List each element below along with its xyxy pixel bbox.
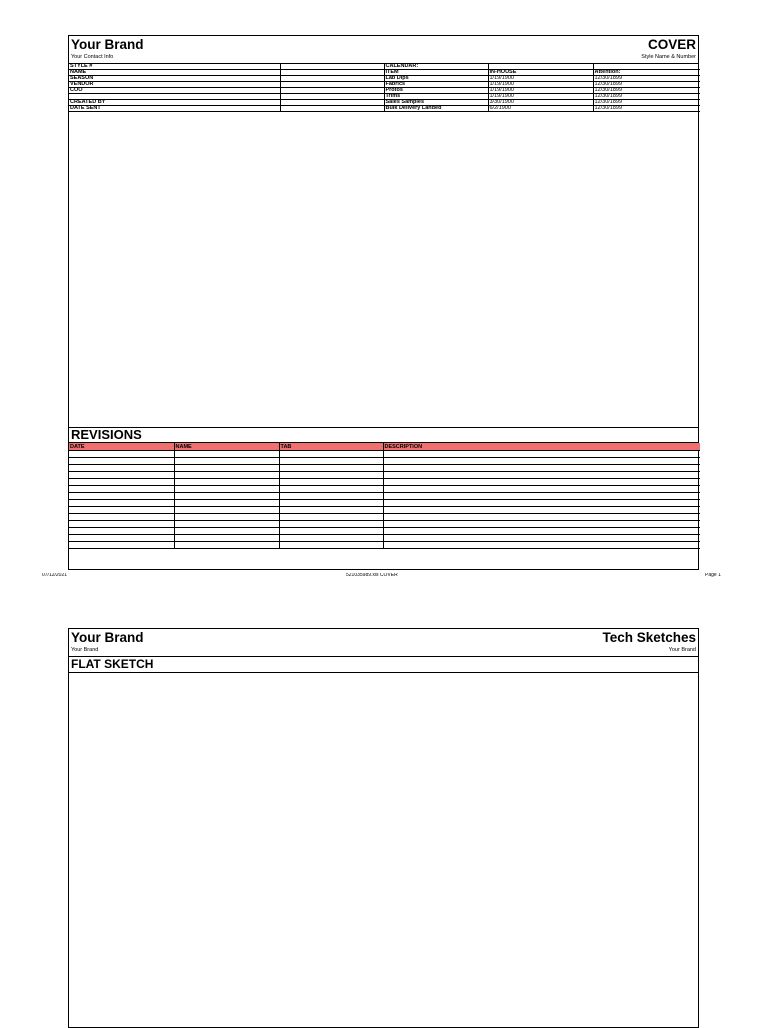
sketch-sub-left: Your Brand [71, 647, 99, 653]
info-row [69, 106, 700, 112]
revision-date-cell [69, 528, 174, 535]
cover-image-area [69, 112, 698, 428]
revision-tab-cell [279, 507, 383, 514]
info-label: CREATED BY [69, 100, 280, 106]
revision-row [69, 507, 700, 514]
calendar-item: Protos [384, 88, 488, 94]
revision-row [69, 451, 700, 458]
calendar-attention-date: 12/30/1899 [593, 88, 700, 94]
style-name-number: Style Name & Number [641, 54, 696, 60]
info-label: SEASON [69, 76, 280, 82]
calendar-item: CALENDAR: [384, 64, 488, 70]
revision-date-cell [69, 465, 174, 472]
revision-description-cell [383, 500, 700, 507]
revision-date-cell [69, 472, 174, 479]
revision-description-cell [383, 507, 700, 514]
calendar-item: Sales Samples [384, 100, 488, 106]
flat-sketch-title: FLAT SKETCH [69, 657, 698, 673]
revision-tab-cell [279, 458, 383, 465]
revision-name-cell [174, 521, 279, 528]
revisions-header-date: DATE [69, 443, 174, 451]
footer-filename: 521035989.xls COVER [346, 573, 398, 577]
revision-row [69, 500, 700, 507]
revision-date-cell [69, 514, 174, 521]
revision-description-cell [383, 493, 700, 500]
sketch-sub-right: Your Brand [668, 647, 696, 653]
revision-row [69, 458, 700, 465]
revision-date-cell [69, 507, 174, 514]
revision-name-cell [174, 479, 279, 486]
calendar-inhouse-date: 1/19/1900 [488, 82, 593, 88]
revision-date-cell [69, 458, 174, 465]
revision-date-cell [69, 493, 174, 500]
calendar-inhouse-date: 6/2/1900 [488, 106, 593, 112]
revision-tab-cell [279, 535, 383, 542]
revision-tab-cell [279, 486, 383, 493]
page-label-cover: COVER [647, 37, 696, 52]
brand-name: Your Brand [71, 37, 144, 52]
revisions-header-name: NAME [174, 443, 279, 451]
footer-date: 07/12/2021 [42, 573, 68, 577]
cover-subtitle-row [69, 55, 698, 64]
revision-date-cell [69, 451, 174, 458]
revision-description-cell [383, 528, 700, 535]
calendar-item: Fabrics [384, 82, 488, 88]
info-label: VENDOR [69, 82, 280, 88]
revision-tab-cell [279, 465, 383, 472]
info-value [280, 106, 384, 112]
revisions-table [69, 443, 700, 549]
revision-description-cell [383, 465, 700, 472]
footer-page-number: Page 1 [705, 573, 721, 577]
revision-name-cell [174, 465, 279, 472]
revision-name-cell [174, 451, 279, 458]
revision-description-cell [383, 451, 700, 458]
calendar-inhouse-date: 1/19/1900 [488, 76, 593, 82]
revision-name-cell [174, 514, 279, 521]
brand-name-page2: Your Brand [71, 630, 144, 645]
revision-tab-cell [279, 542, 383, 549]
calendar-inhouse-date: 1/19/1900 [488, 88, 593, 94]
cover-title-row [69, 36, 698, 55]
revision-name-cell [174, 535, 279, 542]
revision-row [69, 493, 700, 500]
revision-name-cell [174, 500, 279, 507]
revision-description-cell [383, 542, 700, 549]
revision-name-cell [174, 486, 279, 493]
revision-tab-cell [279, 479, 383, 486]
revision-row [69, 514, 700, 521]
revision-row [69, 528, 700, 535]
revision-tab-cell [279, 451, 383, 458]
info-label: STYLE # [69, 64, 280, 70]
style-info-table [69, 64, 700, 112]
calendar-item: Lab Dips [384, 76, 488, 82]
revision-row [69, 535, 700, 542]
sketch-title-row [69, 629, 698, 648]
info-label: DATE SENT [69, 106, 280, 112]
revision-tab-cell [279, 472, 383, 479]
calendar-attention-date: Attention: [593, 70, 700, 76]
contact-info: Your Contact Info [71, 54, 114, 60]
revision-name-cell [174, 458, 279, 465]
revision-name-cell [174, 507, 279, 514]
revision-description-cell [383, 535, 700, 542]
revision-row [69, 521, 700, 528]
page-label-tech-sketches: Tech Sketches [602, 630, 696, 645]
revision-row [69, 472, 700, 479]
revision-tab-cell [279, 514, 383, 521]
calendar-inhouse-date: 3/30/1900 [488, 100, 593, 106]
calendar-inhouse-date: IN-HOUSE [488, 70, 593, 76]
calendar-attention-date: 12/30/1899 [593, 106, 700, 112]
info-label: NAME [69, 70, 280, 76]
tech-sketches-sheet [68, 628, 699, 1028]
revision-date-cell [69, 521, 174, 528]
revision-row [69, 486, 700, 493]
calendar-inhouse-date: 1/19/1900 [488, 94, 593, 100]
revision-description-cell [383, 458, 700, 465]
calendar-item: Bulk Delivery Landed [384, 106, 488, 112]
revision-tab-cell [279, 493, 383, 500]
revision-date-cell [69, 486, 174, 493]
revision-tab-cell [279, 528, 383, 535]
calendar-attention-date: 12/30/1899 [593, 100, 700, 106]
revisions-header-description: DESCRIPTION [383, 443, 700, 451]
cover-sheet [68, 35, 699, 570]
revisions-header-tab: TAB [279, 443, 383, 451]
revision-description-cell [383, 514, 700, 521]
revision-tab-cell [279, 500, 383, 507]
revision-date-cell [69, 479, 174, 486]
revision-row [69, 465, 700, 472]
revision-description-cell [383, 479, 700, 486]
revision-name-cell [174, 493, 279, 500]
revision-date-cell [69, 535, 174, 542]
revision-description-cell [383, 472, 700, 479]
calendar-attention-date: 12/30/1899 [593, 82, 700, 88]
revision-name-cell [174, 542, 279, 549]
revision-row [69, 479, 700, 486]
revision-date-cell [69, 500, 174, 507]
revision-tab-cell [279, 521, 383, 528]
calendar-attention-date: 12/30/1899 [593, 76, 700, 82]
revisions-title: REVISIONS [69, 428, 698, 443]
revision-name-cell [174, 472, 279, 479]
calendar-item: ITEM [384, 70, 488, 76]
revision-name-cell [174, 528, 279, 535]
info-label: COO [69, 88, 280, 94]
revision-row [69, 542, 700, 549]
calendar-attention-date: 12/30/1899 [593, 94, 700, 100]
calendar-item: Trims [384, 94, 488, 100]
revision-description-cell [383, 486, 700, 493]
revision-date-cell [69, 542, 174, 549]
sketch-subtitle-row [69, 648, 698, 657]
revisions-header-row [69, 443, 700, 451]
revision-description-cell [383, 521, 700, 528]
